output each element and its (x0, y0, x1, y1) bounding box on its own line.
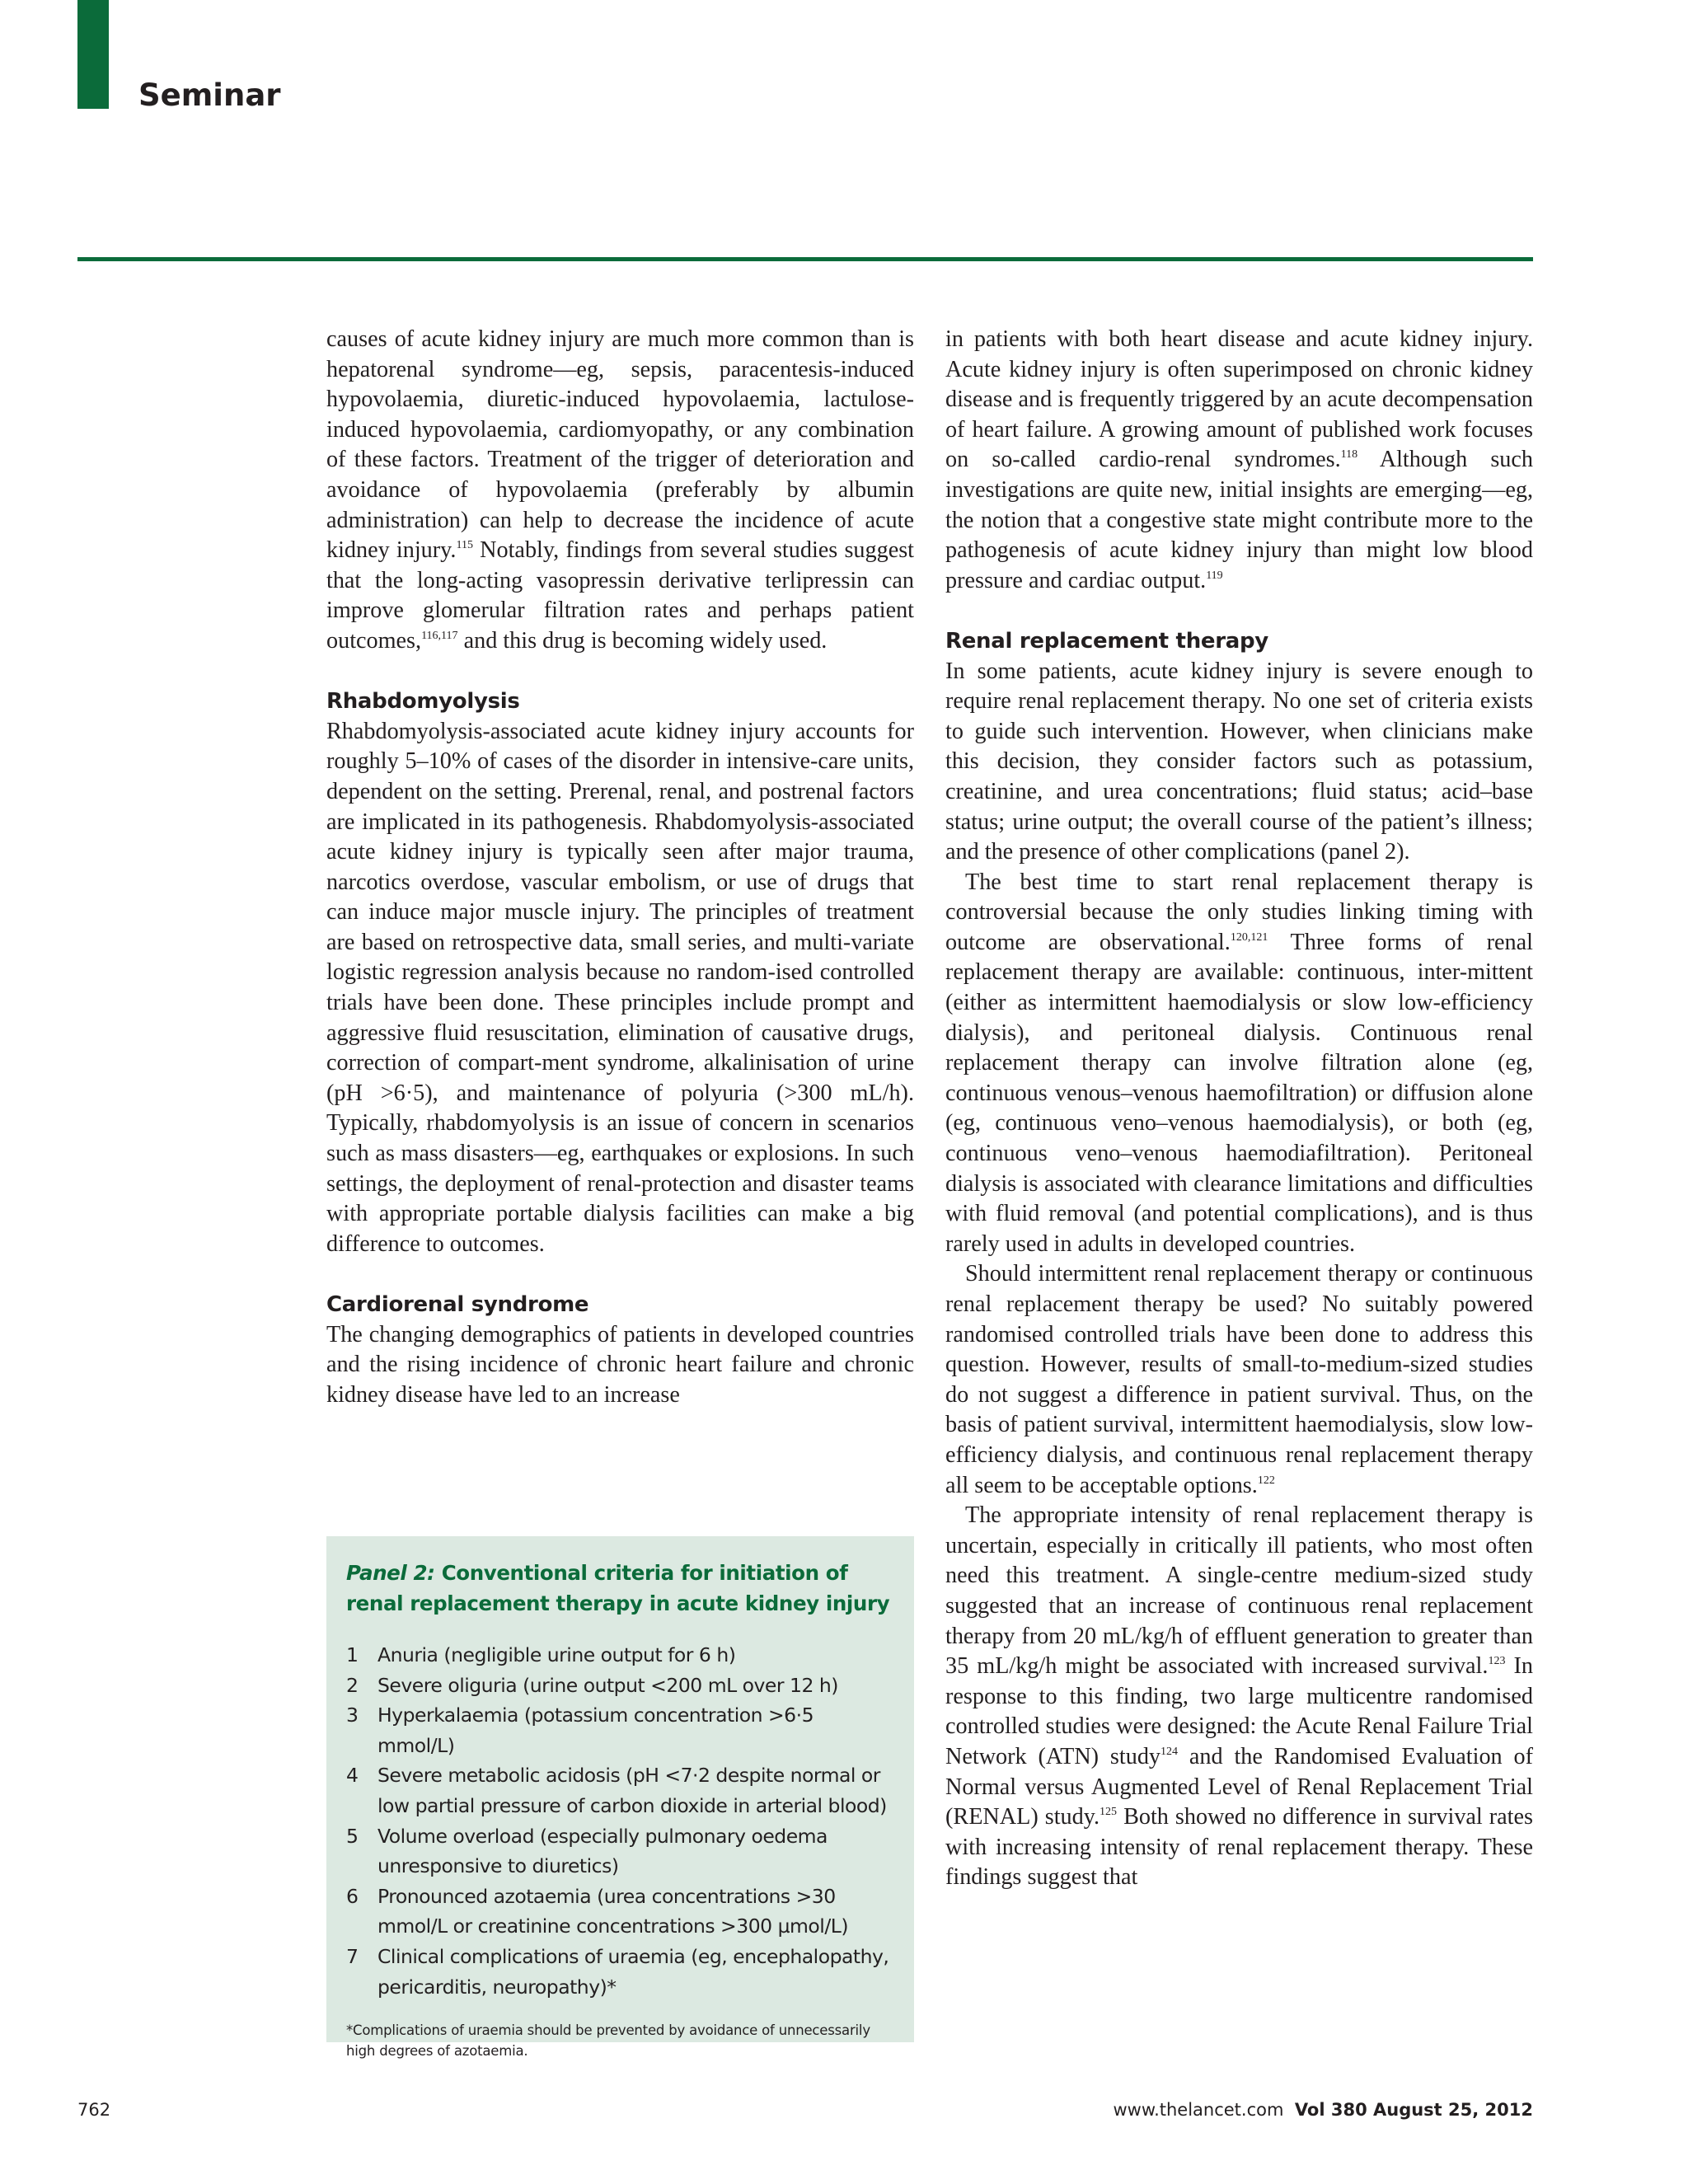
list-item: 2 Severe oliguria (urine output <200 mL over 12 h) (346, 1673, 838, 1697)
paragraph-rrt-timing: The best time to start renal replacement therapy is controversial because the only studies linking timing with outcome are observational.$^{120,121}$ Three forms of renal replacement therapy are available: continuous, inter-mittent (either as intermittent haemodialysis or slow low-efficiency dialysis), and peritoneal dialysis. Continuous renal replacement therapy can involve filtration alone (eg, continuous venous–venous haemofiltration) or diffusion alone (eg, continuous veno–venous haemodialysis), or both (eg, continuous veno–venous haemodiafiltration). Peritoneal dialysis is associated with clearance limitations and difficulties with fluid removal (and potential complications), and is thus rarely used in adults in developed countries. (945, 869, 1533, 1257)
header-rule (77, 257, 1533, 261)
list-item: 4 Severe metabolic acidosis (pH <7·2 despite normal or low partial pressure of carbon dioxide in arterial blood) (346, 1764, 887, 1817)
heading-rhabdomyolysis: Rhabdomyolysis (326, 689, 520, 715)
paragraph-rrt-criteria: In some patients, acute kidney injury is severe enough to require renal replacement therapy. No one set of criteria exists to guide such intervention. However, when clinicians make this decision, they consider factors such as potassium, creatinine, and urea concentrations; fluid status; acid–base status; urine output; the overall course of the patient’s illness; and the presence of other complications (panel 2). (945, 658, 1533, 865)
journal-url[interactable]: www.thelancet.com (1113, 2100, 1284, 2120)
paragraph-hepatorenal: causes of acute kidney injury are much more common than is hepatorenal syndrome—eg, sepsis, paracentesis-induced hypovolaemia, diuretic-induced hypovolaemia, lactulose-induced hypovolaemia, cardiomyopathy, or any combination of these factors. Treatment of the trigger of deterioration and avoidance of hypovolaemia (preferably by albumin administration) can help to decrease the incidence of acute kidney injury.$^{115}$ Notably, findings from several studies suggest that the long-acting vasopressin derivative terlipressin can improve glomerular filtration rates and perhaps patient outcomes,$^{116,117}$ and this drug is becoming widely used. (326, 326, 915, 654)
citation[interactable]: 122 (1257, 1474, 1275, 1487)
list-item: 7 Clinical complications of uraemia (eg, encephalopathy, pericarditis, neuropathy)* (346, 1944, 889, 1999)
panel-footnote: *Complications of uraemia should be prevented by avoidance of unnecessarily high degrees of azotaemia. (346, 2022, 870, 2060)
citation[interactable]: 123 (1488, 1655, 1506, 1668)
paragraph-rrt-intensity: The appropriate intensity of renal replacement therapy is uncertain, especially in critically ill patients, who most often need this treatment. A single-centre medium-sized study suggested that an increase of continuous renal replacement therapy from 20 mL/kg/h of effluent generation to greater than 35 mL/kg/h might be associated with increased survival.$^{123}$ In response to this finding, two large multicentre randomised controlled studies were designed: the Acute Renal Failure Trial Network (ATN) study$^{124}$ and the Randomised Evaluation of Normal versus Augmented Level of Renal Replacement Trial (RENAL) study.$^{125}$ Both showed no difference in survival rates with increasing intensity of renal replacement therapy. These findings suggest that (945, 1502, 1533, 1891)
criteria-list (346, 1640, 893, 2002)
panel-2-box (326, 1536, 914, 2060)
paragraph-rhabdomyolysis: Rhabdomyolysis-associated acute kidney injury accounts for roughly 5–10% of cases of the disorder in intensive-care units, dependent on the setting. Prerenal, renal, and postrenal factors are implicated in its pathogenesis. Rhabdomyolysis-associated acute kidney injury is typically seen after major trauma, narcotics overdose, vascular embolism, or use of drugs that can induce major muscle injury. The principles of treatment are based on retrospective data, small series, and multi-variate logistic regression analysis because no random-ised controlled trials have been done. These principles include prompt and aggressive fluid resuscitation, elimination of causative drugs, correction of compart-ment syndrome, alkalinisation of urine (pH >6·5), and maintenance of polyuria (>300 mL/h). Typically, rhabdomyolysis is an issue of concern in scenarios such as mass disasters—eg, earthquakes or explosions. In such settings, the deployment of renal-protection and disaster teams with appropriate portable dialysis facilities can make a big difference to outcomes. (326, 718, 914, 1257)
heading-cardiorenal: Cardiorenal syndrome (326, 1292, 589, 1317)
list-item: 3 Hyperkalaemia (potassium concentration >6·5 mmol/L) (346, 1704, 814, 1757)
paragraph-cardiorenal-cont: in patients with both heart disease and acute kidney injury. Acute kidney injury is often superimposed on chronic kidney disease and is frequently triggered by an acute decompensation of heart failure. A growing amount of published work focuses on so-called cardio-renal syndromes.$^{118}$ Although such investigations are quite new, initial insights are emerging—eg, the notion that a congestive state might contribute more to the pathogenesis of acute kidney injury than might low blood pressure and cardiac output.$^{119}$ (945, 326, 1533, 593)
left-column (326, 325, 914, 1410)
section-color-bar (77, 0, 109, 109)
citation[interactable]: 118 (1340, 448, 1358, 462)
citation[interactable]: 124 (1160, 1745, 1179, 1758)
right-column (945, 325, 1533, 1893)
citation[interactable]: 116,117 (421, 629, 458, 642)
issue-info: Vol 380 August 25, 2012 (1294, 2100, 1533, 2120)
citation[interactable]: 115 (456, 539, 473, 552)
heading-renal-replacement: Renal replacement therapy (945, 628, 1268, 654)
citation[interactable]: 119 (1206, 569, 1223, 582)
section-label: Seminar (138, 77, 281, 113)
page-number: 762 (77, 2100, 111, 2120)
paragraph-rrt-modality: Should intermittent renal replacement therapy or continuous renal replacement therapy be used? No suitably powered randomised controlled trials have been done to address this question. However, results of small-to-medium-sized studies do not suggest a difference in patient survival. Thus, on the basis of patient survival, intermittent haemodialysis, slow low-efficiency dialysis, and continuous renal replacement therapy all seem to be acceptable options.$^{122}$ (945, 1261, 1533, 1498)
paragraph-cardiorenal: The changing demographics of patients in developed countries and the rising incidence of chronic heart failure and chronic kidney disease have led to an increase (326, 1321, 914, 1408)
panel-title: Panel 2: Conventional criteria for initiation of renal replacement therapy in acute kidney injury (346, 1561, 890, 1615)
list-item: 5 Volume overload (especially pulmonary oedema unresponsive to diuretics) (346, 1824, 828, 1878)
journal-footer (1113, 2100, 1533, 2120)
citation[interactable]: 125 (1100, 1806, 1118, 1819)
list-item: 1 Anuria (negligible urine output for 6 h) (346, 1643, 736, 1666)
list-item: 6 Pronounced azotaemia (urea concentrations >30 mmol/L or creatinine concentrations >300 µmol/L) (346, 1884, 849, 1938)
citation[interactable]: 120,121 (1230, 930, 1268, 944)
